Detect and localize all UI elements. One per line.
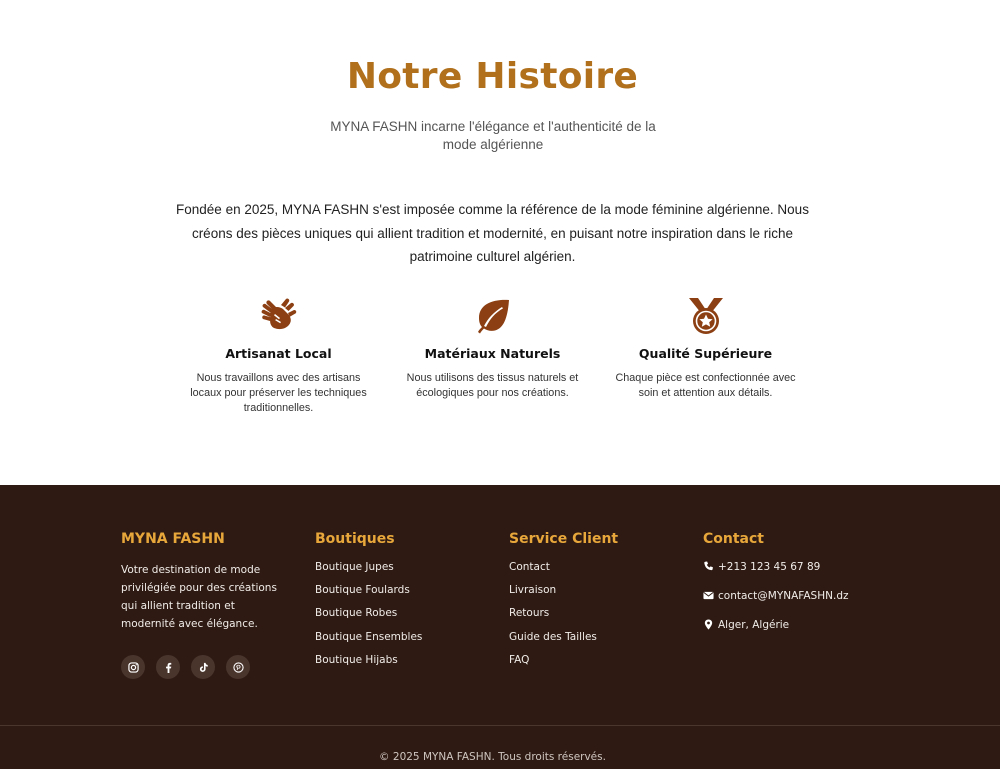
footer-brand-description: Votre destination de mode privilégiée pour des créations qui allient tradition et modernité avec élégance. [121, 564, 277, 630]
feature-description: Nous travaillons avec des artisans locaux pour préserver les techniques traditionnelles. [190, 372, 367, 414]
footer-link-jupes[interactable]: Boutique Jupes [315, 561, 394, 573]
footer-service-title: Service Client [509, 531, 619, 547]
footer-contact-list [703, 560, 873, 647]
feature-title: Qualité Supérieure [638, 346, 773, 361]
footer-link-retours[interactable]: Retours [509, 607, 550, 620]
instagram-link[interactable] [121, 655, 145, 679]
site-footer [0, 485, 1000, 769]
footer-link-guide-tailles[interactable]: Guide des Tailles [509, 630, 597, 643]
footer-brand-column [121, 531, 291, 633]
footer-contact-column [703, 531, 873, 647]
hands-icon [259, 296, 299, 336]
footer-link-hijabs[interactable]: Boutique Hijabs [315, 653, 398, 666]
footer-divider [0, 725, 1000, 726]
footer-link-robes[interactable]: Boutique Robes [315, 607, 398, 620]
contact-address-text: Alger, Algérie [718, 619, 790, 631]
footer-link-livraison[interactable]: Livraison [509, 584, 557, 597]
copyright-text: © 2025 MYNA FASHN. Tous droits réservés. [379, 751, 606, 763]
section-title: Notre Histoire [346, 56, 639, 97]
facebook-icon [163, 662, 174, 673]
phone-icon [703, 561, 714, 572]
section-subtitle: MYNA FASHN incarne l'élégance et l'authenticité de la mode algérienne [330, 119, 656, 152]
contact-phone[interactable] [703, 560, 873, 589]
footer-link-ensembles[interactable]: Boutique Ensembles [315, 630, 423, 643]
footer-link-faq[interactable]: FAQ [509, 653, 530, 666]
contact-address [703, 618, 873, 647]
envelope-icon [703, 590, 714, 601]
feature-qualite [608, 296, 803, 401]
feature-artisanat [181, 296, 376, 416]
feature-materiaux [395, 296, 590, 401]
feature-title: Matériaux Naturels [424, 346, 561, 361]
contact-email[interactable] [703, 589, 873, 618]
footer-contact-title: Contact [703, 531, 764, 547]
footer-brand-title: MYNA FASHN [121, 531, 225, 547]
tiktok-icon [198, 662, 209, 673]
social-links [121, 655, 250, 679]
feature-description: Chaque pièce est confectionnée avec soin et attention aux détails. [615, 372, 796, 399]
contact-phone-text: +213 123 45 67 89 [718, 561, 821, 573]
tiktok-link[interactable] [191, 655, 215, 679]
feature-title: Artisanat Local [225, 346, 332, 361]
facebook-link[interactable] [156, 655, 180, 679]
pinterest-link[interactable] [226, 655, 250, 679]
footer-shops-links [315, 560, 485, 676]
instagram-icon [128, 662, 139, 673]
feature-description: Nous utilisons des tissus naturels et écologiques pour nos créations. [406, 372, 579, 399]
pinterest-icon [233, 662, 244, 673]
contact-email-text: contact@MYNAFASHN.dz [718, 590, 849, 602]
footer-link-contact[interactable]: Contact [509, 561, 550, 573]
map-marker-icon [703, 619, 714, 630]
footer-shops-title: Boutiques [315, 531, 395, 547]
footer-service-column [509, 531, 679, 676]
footer-service-links [509, 560, 679, 676]
leaf-icon [473, 296, 513, 336]
footer-link-foulards[interactable]: Boutique Foulards [315, 584, 410, 597]
medal-icon [686, 296, 726, 336]
history-paragraph: Fondée en 2025, MYNA FASHN s'est imposée comme la référence de la mode féminine algérienne. Nous créons des pièces uniques qui allient tradition et modernité, en puisant notre inspiration dans le riche patrimoine culturel algérien. [176, 202, 809, 264]
footer-shops-column [315, 531, 485, 676]
